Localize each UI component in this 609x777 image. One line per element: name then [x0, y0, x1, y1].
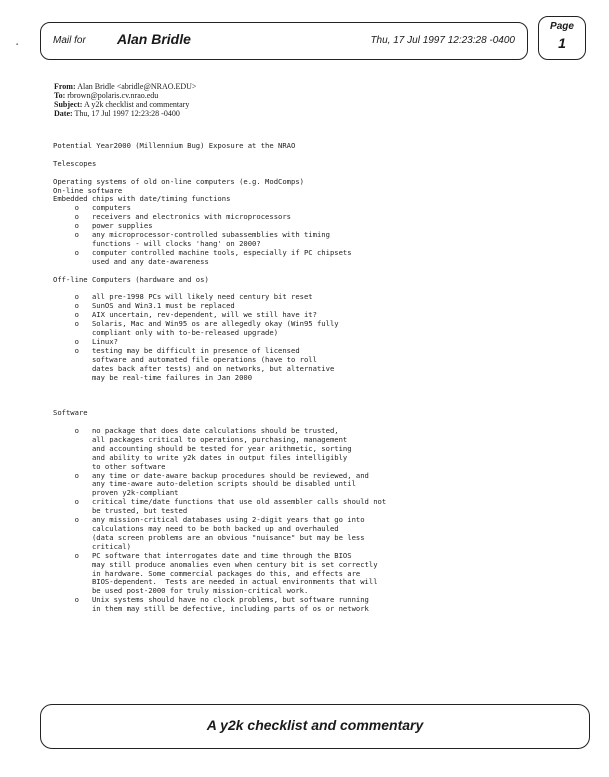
body-line: o all pre-1998 PCs will likely need century bit reset — [53, 292, 313, 302]
body-line: o AIX uncertain, rev-dependent, will we still have it? — [53, 310, 317, 320]
software-heading: Software — [53, 408, 88, 418]
body-line: On-line software — [53, 185, 123, 195]
email-from-row — [54, 82, 196, 91]
body-line: be trusted, but tested — [53, 506, 188, 516]
body-line: o any time or date-aware backup procedures should be reviewed, and — [53, 470, 369, 480]
email-date-row — [54, 109, 196, 118]
body-line: in them may still be defective, including parts of os or network — [53, 604, 369, 614]
body-line: critical) — [53, 541, 131, 551]
email-subject-row — [54, 100, 196, 109]
page-number-box — [538, 16, 586, 60]
body-line: o receivers and electronics with microprocessors — [53, 212, 291, 222]
mail-header-box — [40, 22, 528, 60]
body-line: functions - will clocks 'hang' on 2000? — [53, 238, 261, 248]
body-line: BIOS-dependent. Tests are needed in actual environments that will — [53, 577, 378, 587]
body-line: Embedded chips with date/timing functions — [53, 194, 231, 204]
footer-title: A y2k checklist and commentary — [206, 717, 424, 733]
telescopes-heading: Telescopes — [53, 158, 97, 168]
body-line: o power supplies — [53, 221, 153, 231]
body-line: all packages critical to operations, purchasing, management — [53, 434, 348, 444]
offline-list — [53, 293, 573, 382]
recipient-name: Alan Bridle — [117, 31, 191, 47]
software-list — [53, 427, 573, 614]
date-value: Thu, 17 Jul 1997 12:23:28 -0400 — [74, 109, 180, 118]
footer-title-box — [40, 704, 590, 749]
body-line: in hardware. Some commercial packages do this, and effects are — [53, 568, 361, 578]
body-line: o Solaris, Mac and Win95 os are allegedly okay (Win95 fully — [53, 319, 339, 329]
email-headers — [54, 82, 196, 118]
body-line: may still produce anomalies even when century bit is set correctly — [53, 559, 378, 569]
scan-speck: ▪ — [16, 42, 19, 48]
body-line: and ability to write y2k dates in output files intelligibly — [53, 452, 348, 462]
offline-heading: Off-line Computers (hardware and os) — [53, 274, 209, 284]
body-line: o any microprocessor-controlled subassemblies with timing — [53, 230, 330, 240]
from-label: From: — [54, 82, 76, 91]
telescopes-list — [53, 178, 573, 267]
body-line: any time-aware auto-deletion scripts should be disabled until — [53, 479, 356, 489]
subject-value: A y2k checklist and commentary — [84, 100, 190, 109]
body-line: proven y2k-compliant — [53, 488, 179, 498]
body-line: o PC software that interrogates date and time through the BIOS — [53, 550, 352, 560]
email-body — [53, 142, 573, 614]
subject-label: Subject: — [54, 100, 83, 109]
header-datetime: Thu, 17 Jul 1997 12:23:28 -0400 — [370, 35, 515, 46]
to-label: To: — [54, 91, 66, 100]
body-line: o computers — [53, 203, 131, 213]
page-label: Page — [550, 21, 574, 32]
body-line: (data screen problems are an obvious "nuisance" but may be less — [53, 532, 365, 542]
body-line: o no package that does date calculations should be trusted, — [53, 426, 339, 435]
body-line: may be real-time failures in Jan 2000 — [53, 372, 253, 382]
body-line: o testing may be difficult in presence of licensed — [53, 345, 300, 355]
email-to-row — [54, 91, 196, 100]
body-line: calculations may need to be both backed up and overhauled — [53, 523, 339, 533]
mail-for-label: Mail for — [53, 35, 86, 46]
date-label: Date: — [54, 109, 73, 118]
to-value: rbrown@polaris.cv.nrao.edu — [67, 91, 159, 100]
body-line: dates back after tests) and on networks, but alternative — [53, 363, 335, 373]
page-number: 1 — [558, 35, 566, 51]
body-line: and accounting should be tested for year arithmetic, sorting — [53, 443, 352, 453]
body-line: o any mission-critical databases using 2-digit years that go into — [53, 515, 365, 525]
body-line: o Unix systems should have no clock problems, but software running — [53, 595, 369, 605]
body-line: used and any date-awareness — [53, 256, 209, 266]
from-value: Alan Bridle <abridle@NRAO.EDU> — [77, 82, 197, 91]
body-line: o Linux? — [53, 336, 118, 346]
body-line: o computer controlled machine tools, especially if PC chipsets — [53, 247, 352, 257]
body-line: to other software — [53, 461, 166, 471]
body-line: software and automated file operations (have to roll — [53, 354, 317, 364]
body-line: o critical time/date functions that use old assembler calls should not — [53, 497, 387, 507]
body-line: o SunOS and Win3.1 must be replaced — [53, 301, 235, 311]
body-line: compliant only with to-be-released upgrade) — [53, 328, 279, 338]
body-line: be used post-2000 for truly mission-critical work. — [53, 586, 309, 596]
body-title: Potential Year2000 (Millennium Bug) Exposure at the NRAO — [53, 141, 296, 150]
body-line: Operating systems of old on-line computers (e.g. ModComps) — [53, 176, 304, 186]
